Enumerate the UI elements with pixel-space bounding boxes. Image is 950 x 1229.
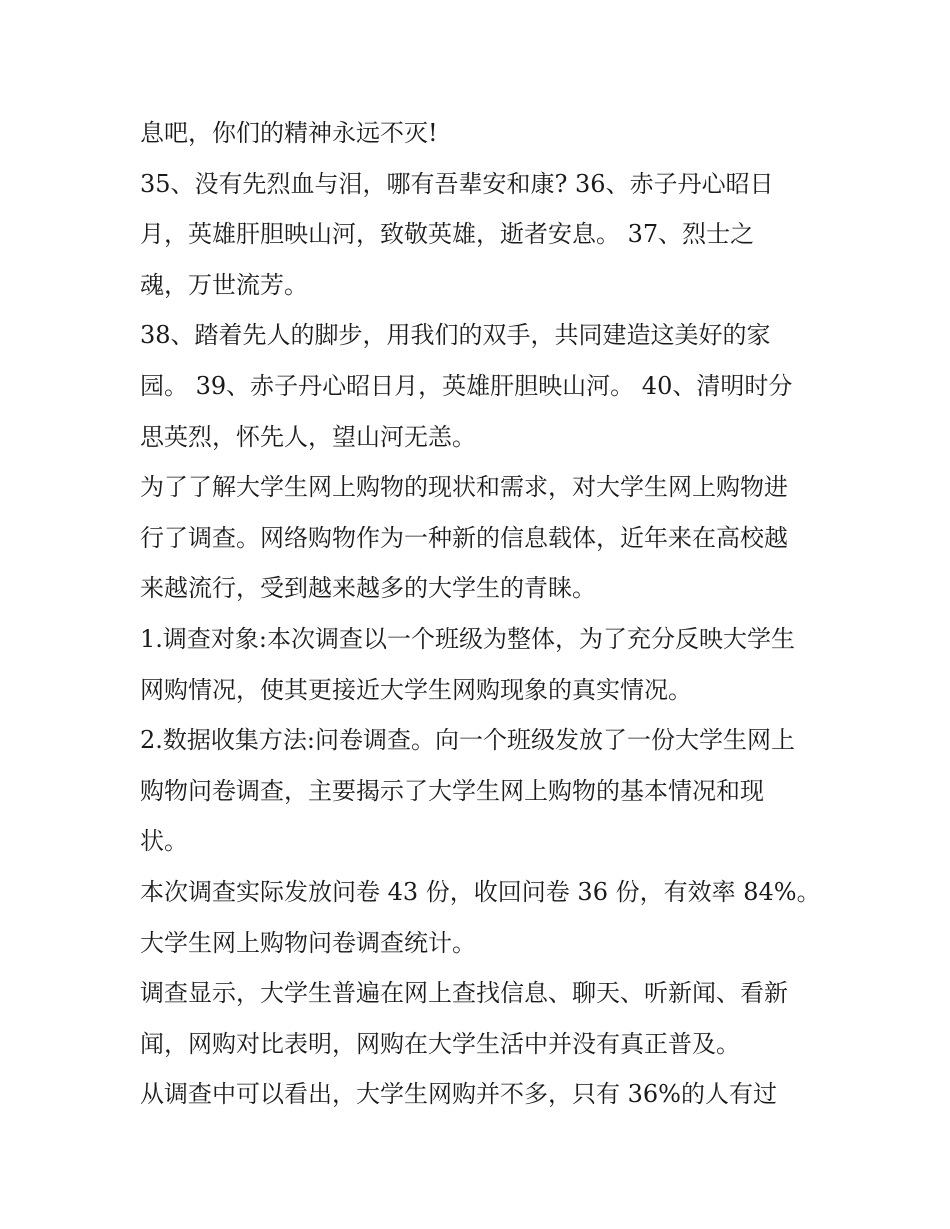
paragraph-tribute-ending bbox=[140, 108, 820, 159]
text-line: 息吧，你们的精神永远不灭! bbox=[140, 119, 438, 147]
text-line: 状。 bbox=[140, 827, 188, 856]
text-line: 调查显示，大学生普遍在网上查找信息、聊天、听新闻、看新 bbox=[140, 979, 788, 1008]
paragraph-survey-subject bbox=[140, 614, 820, 715]
text-line: 思英烈，怀先人，望山河无恙。 bbox=[140, 422, 476, 451]
paragraph-items-38-40 bbox=[140, 310, 820, 462]
text-line: 大学生网上购物问卷调查统计。 bbox=[140, 928, 476, 957]
text-line: 为了了解大学生网上购物的现状和需求，对大学生网上购物进 bbox=[140, 473, 788, 502]
paragraph-questionnaire-stats bbox=[140, 867, 820, 918]
text-line: 网购情况，使其更接近大学生网购现象的真实情况。 bbox=[140, 675, 692, 704]
paragraph-survey-findings bbox=[140, 968, 820, 1069]
text-line: 从调查中可以看出，大学生网购并不多，只有 36%的人有过 bbox=[140, 1080, 777, 1109]
text-line: 本次调查实际发放问卷 43 份，收回问卷 36 份，有效率 84%。 bbox=[140, 877, 821, 906]
text-line: 来越流行，受到越来越多的大学生的青睐。 bbox=[140, 574, 596, 603]
text-line: 购物问卷调查，主要揭示了大学生网上购物的基本情况和现 bbox=[140, 776, 764, 805]
text-line: 行了调查。网络购物作为一种新的信息载体，近年来在高校越 bbox=[140, 523, 788, 552]
paragraph-items-35-37 bbox=[140, 159, 820, 311]
paragraph-statistics-heading bbox=[140, 918, 820, 969]
text-line: 魂，万世流芳。 bbox=[140, 270, 308, 299]
text-line: 2.数据收集方法:问卷调查。向一个班级发放了一份大学生网上 bbox=[140, 726, 795, 755]
text-line: 38、踏着先人的脚步，用我们的双手，共同建造这美好的家 bbox=[140, 321, 771, 350]
paragraph-data-method bbox=[140, 715, 820, 867]
document-body bbox=[140, 108, 820, 1120]
text-line: 月，英雄肝胆映山河，致敬英雄，逝者安息。 37、烈士之 bbox=[140, 220, 755, 249]
text-line: 闻，网购对比表明，网购在大学生活中并没有真正普及。 bbox=[140, 1029, 740, 1058]
text-line: 1.调查对象:本次调查以一个班级为整体，为了充分反映大学生 bbox=[140, 624, 795, 653]
text-line: 园。 39、赤子丹心昭日月，英雄肝胆映山河。 40、清明时分 bbox=[140, 371, 793, 400]
paragraph-online-shopping-rate bbox=[140, 1069, 820, 1120]
text-line: 35、没有先烈血与泪，哪有吾辈安和康? 36、赤子丹心昭日 bbox=[140, 169, 774, 198]
paragraph-survey-intro bbox=[140, 462, 820, 614]
